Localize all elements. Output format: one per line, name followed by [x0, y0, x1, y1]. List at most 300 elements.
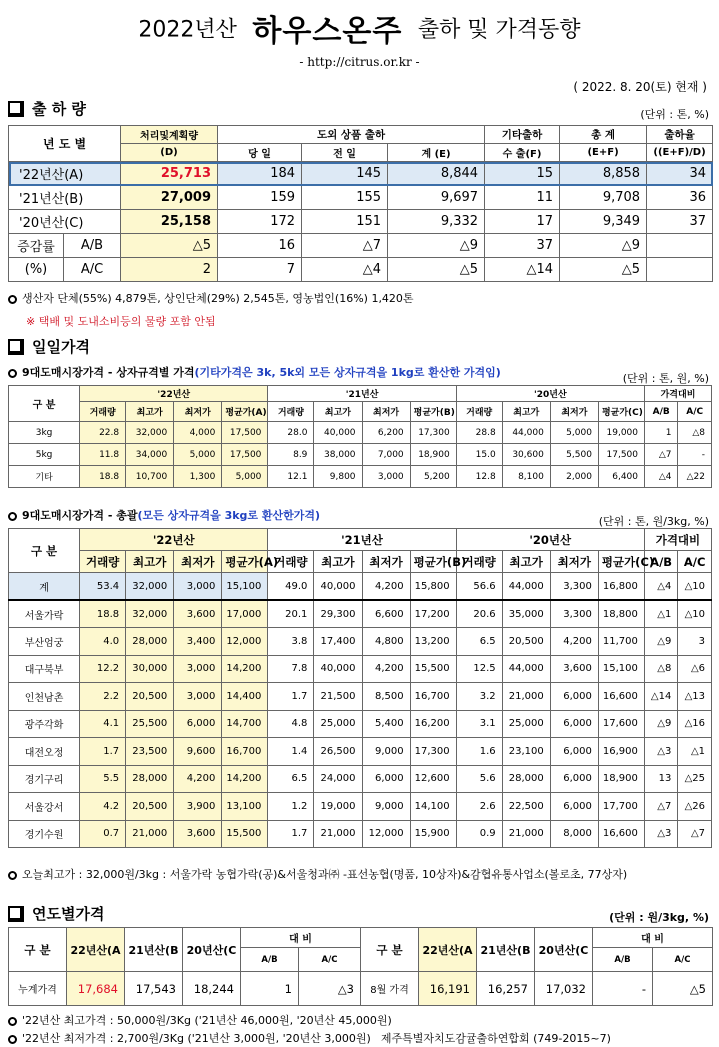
col-min: 최저가 [550, 402, 598, 422]
cell: 6.5 [456, 628, 502, 656]
cell: 12.2 [80, 655, 126, 683]
cell: 5,400 [362, 710, 410, 738]
cell: 3,000 [174, 683, 222, 711]
cell: 40,000 [314, 573, 362, 601]
cell: 4.0 [80, 628, 126, 656]
cell: 7,000 [362, 444, 410, 466]
section-daily-heading [8, 336, 90, 357]
cell: 3 [678, 628, 712, 656]
cell: 1.7 [80, 738, 126, 766]
col-year: '22년산 [80, 386, 268, 402]
note-text: '22년산 최고가격 : 50,000원/3Kg ('21년산 46,000원, '20년산 45,000원) [22, 1014, 392, 1027]
cell: 20.6 [456, 600, 502, 628]
col-max: 최고가 [502, 551, 550, 573]
cell: 15 [485, 162, 560, 186]
section-shipment-heading [8, 98, 86, 119]
cell: 9,600 [174, 738, 222, 766]
yearly-price-table [8, 927, 713, 1006]
cell: 3,600 [174, 600, 222, 628]
cell: 17,700 [598, 793, 644, 821]
cell: △7 [302, 234, 388, 258]
shipment-note-2: ※ 택배 및 도내소비등의 물량 포함 안됨 [26, 315, 216, 328]
cell: △9 [644, 628, 677, 656]
cell: 4,200 [174, 765, 222, 793]
col-volume: 거래량 [80, 551, 126, 573]
cell: 4,200 [550, 628, 598, 656]
row-label: 대전오정 [9, 738, 80, 766]
col-ac: A/C [678, 551, 712, 573]
col-avg: 평균가(A) [222, 551, 268, 573]
cell: 21,000 [502, 820, 550, 848]
cell: 9,000 [362, 793, 410, 821]
col-min: 최저가 [362, 551, 410, 573]
cell: 17,600 [598, 710, 644, 738]
cell: 44,000 [502, 573, 550, 601]
cell: 3,400 [174, 628, 222, 656]
table-row [9, 573, 712, 601]
cell: △9 [560, 234, 647, 258]
row-label: 대구북부 [9, 655, 80, 683]
cell: 0.7 [80, 820, 126, 848]
cell: 20,500 [502, 628, 550, 656]
table-row [9, 186, 713, 210]
title-main: 하우스온주 [252, 14, 403, 49]
table-row [9, 793, 712, 821]
yearly-note-1 [8, 1012, 392, 1028]
cell: 6,000 [550, 738, 598, 766]
cell: 1.2 [268, 793, 314, 821]
cell: 16,600 [598, 820, 644, 848]
cell: 16,600 [598, 683, 644, 711]
cell: 3,600 [550, 655, 598, 683]
cell: △7 [645, 444, 678, 466]
cell: 28,000 [126, 628, 174, 656]
yearly-unit: (단위 : 원/3kg, %) [609, 911, 709, 924]
col-min: 최저가 [174, 551, 222, 573]
cell: 2.6 [456, 793, 502, 821]
col-compare: 대 비 [593, 928, 713, 948]
cell: 36 [647, 186, 713, 210]
cell: 17 [485, 210, 560, 234]
cell: △1 [644, 600, 677, 628]
cell: 15,100 [222, 573, 268, 601]
col-year: '20년산 [456, 529, 644, 551]
table-row [9, 765, 712, 793]
cell: 16,800 [598, 573, 644, 601]
cell: 7 [218, 258, 302, 282]
cell: 3.2 [456, 683, 502, 711]
table-row [9, 258, 713, 282]
cell: △3 [299, 972, 361, 1006]
col-gubun: 구 분 [9, 386, 80, 422]
cell: △6 [678, 655, 712, 683]
cell: △5 [388, 258, 485, 282]
col-ab: A/B [644, 551, 677, 573]
cell: 18,900 [598, 765, 644, 793]
cell: △16 [678, 710, 712, 738]
row-label: 부산엄궁 [9, 628, 80, 656]
cell: 18,800 [598, 600, 644, 628]
circle-bullet-icon [8, 1035, 17, 1044]
cell: 17,500 [222, 422, 268, 444]
col-year: 20년산(C [183, 928, 241, 972]
cell: 16,191 [419, 972, 477, 1006]
cell: - [593, 972, 653, 1006]
cell: 1,300 [174, 466, 222, 488]
circle-bullet-icon [8, 295, 17, 304]
table-row [9, 820, 712, 848]
section-title: 출 하 량 [32, 100, 86, 118]
col-avg: 평균가(C) [598, 402, 644, 422]
note-text: 오늘최고가 : 32,000원/3kg : 서울가락 농협가락(공)&서울청과㈜ -표선농협(명품, 10상자)&감협유통사업소(볼로초, 77상자) [22, 868, 628, 881]
circle-bullet-icon [8, 871, 17, 880]
cell: 44,000 [502, 422, 550, 444]
cell: 23,100 [502, 738, 550, 766]
cell: 32,000 [126, 422, 174, 444]
cell: △5 [121, 234, 218, 258]
cell: 16 [218, 234, 302, 258]
col-min: 최저가 [362, 402, 410, 422]
cell: 24,000 [314, 765, 362, 793]
cell: 21,500 [314, 683, 362, 711]
row-label: 기타 [9, 466, 80, 488]
row-label: '22년산(A) [9, 162, 121, 186]
cell: △4 [302, 258, 388, 282]
cell: 25,158 [121, 210, 218, 234]
page-title [0, 6, 719, 50]
table-row [9, 972, 713, 1006]
cell: 23,500 [126, 738, 174, 766]
cell: 6,000 [550, 765, 598, 793]
cell: △8 [644, 655, 677, 683]
cell: 15,100 [598, 655, 644, 683]
section-title: 연도별가격 [32, 905, 105, 923]
cell: 17,300 [410, 422, 456, 444]
table-row [9, 710, 712, 738]
cell: 6.5 [268, 765, 314, 793]
cell: 17,684 [67, 972, 125, 1006]
table-row [9, 210, 713, 234]
cell: 20,500 [126, 793, 174, 821]
col-max: 최고가 [126, 551, 174, 573]
cell: 5,200 [410, 466, 456, 488]
cell: 10,700 [126, 466, 174, 488]
cell: 30,000 [126, 655, 174, 683]
col-domestic: 도외 상품 출하 [218, 126, 485, 144]
col-max: 최고가 [314, 551, 362, 573]
col-avg: 평균가(C) [598, 551, 644, 573]
col-ac: A/C [678, 402, 712, 422]
square-bullet-icon [8, 339, 24, 355]
table-row [9, 422, 712, 444]
row-label: 계 [9, 573, 80, 601]
total-subheader-row [9, 551, 712, 573]
col-processed-sub: (D) [121, 144, 218, 162]
row-label: 경기구리 [9, 765, 80, 793]
total-table-title [8, 507, 320, 523]
cell: 21,000 [314, 820, 362, 848]
cell: 18,244 [183, 972, 241, 1006]
cell: 20.1 [268, 600, 314, 628]
cell: 32,000 [126, 600, 174, 628]
cell: 30,600 [502, 444, 550, 466]
cell: △3 [644, 820, 677, 848]
cell: 5,000 [222, 466, 268, 488]
cell: 34 [647, 162, 713, 186]
row-label: 누계가격 [9, 972, 67, 1006]
cell: 20,500 [126, 683, 174, 711]
row-label: 5kg [9, 444, 80, 466]
cell: 18,900 [410, 444, 456, 466]
cell: 12.1 [268, 466, 314, 488]
col-volume: 거래량 [80, 402, 126, 422]
site-url: - http://citrus.or.kr - [299, 55, 420, 69]
cell: 17,000 [222, 600, 268, 628]
col-ab: A/B [645, 402, 678, 422]
col-gubun: 구 분 [361, 928, 419, 972]
cell: 12,000 [222, 628, 268, 656]
cell: 7.8 [268, 655, 314, 683]
col-prevday: 전 일 [302, 144, 388, 162]
cell: 5.6 [456, 765, 502, 793]
cell: 22,500 [502, 793, 550, 821]
cell: 3,000 [362, 466, 410, 488]
cell: 14,200 [222, 765, 268, 793]
cell: 184 [218, 162, 302, 186]
cell: 6,000 [174, 710, 222, 738]
cell: 2,000 [550, 466, 598, 488]
col-year: 년 도 별 [9, 126, 121, 162]
cell: 9,349 [560, 210, 647, 234]
organization: 제주특별자치도감귤출하연합회 (749-2015~7) [380, 1032, 611, 1045]
cell: △14 [644, 683, 677, 711]
cell: 3,300 [550, 600, 598, 628]
row-label: 광주각화 [9, 710, 80, 738]
cell: 2 [121, 258, 218, 282]
cell: 151 [302, 210, 388, 234]
cell: 8,844 [388, 162, 485, 186]
cell: 37 [485, 234, 560, 258]
cell: 28.0 [268, 422, 314, 444]
cell: 16,900 [598, 738, 644, 766]
note-text: '22년산 최저가격 : 2,700원/3Kg ('21년산 3,000원, '20년산 3,000원) [22, 1032, 371, 1045]
col-gubun: 구 분 [9, 529, 80, 573]
cell [647, 234, 713, 258]
col-volume: 거래량 [456, 402, 502, 422]
title-text: 9대도매시장가격 - 총괄 [22, 509, 138, 522]
cell: 15,800 [410, 573, 456, 601]
col-year: '22년산 [80, 529, 268, 551]
table-row [9, 600, 712, 628]
cell: 4.1 [80, 710, 126, 738]
col-ratio: 출하율 [647, 126, 713, 144]
title-note: (모든 상자규격을 3kg로 환산한가격) [137, 509, 321, 522]
cell: 18.8 [80, 466, 126, 488]
cell: △13 [678, 683, 712, 711]
cell: △8 [678, 422, 712, 444]
square-bullet-icon [8, 906, 24, 922]
cell: 17,300 [410, 738, 456, 766]
col-year: '21년산 [268, 386, 456, 402]
cell: 9,000 [362, 738, 410, 766]
cell: 32,000 [126, 573, 174, 601]
cell: 22.8 [80, 422, 126, 444]
col-volume: 거래량 [268, 402, 314, 422]
cell: 3,900 [174, 793, 222, 821]
row-label: A/B [64, 234, 121, 258]
col-year: 21년산(B [125, 928, 183, 972]
cell: 26,500 [314, 738, 362, 766]
col-max: 최고가 [126, 402, 174, 422]
cell: 9,800 [314, 466, 362, 488]
cell: 4,200 [362, 573, 410, 601]
col-ac: A/C [653, 948, 713, 972]
table-row [9, 683, 712, 711]
title-note: (기타가격은 3k, 5k외 모든 상자규격을 1kg로 환산한 가격임) [194, 366, 501, 379]
cell: 9,697 [388, 186, 485, 210]
cell: 9,332 [388, 210, 485, 234]
col-volume: 거래량 [456, 551, 502, 573]
col-year: 21년산(B [477, 928, 535, 972]
cell: 17,500 [222, 444, 268, 466]
cell: △4 [645, 466, 678, 488]
total-price-table [8, 528, 712, 848]
cell: 17,200 [410, 600, 456, 628]
col-total-e: 계 (E) [388, 144, 485, 162]
cell: 18.8 [80, 600, 126, 628]
cell: 40,000 [314, 422, 362, 444]
row-label: 서울가락 [9, 600, 80, 628]
spec-subheader-row [9, 402, 712, 422]
col-compare: 가격대비 [644, 529, 711, 551]
cell: 159 [218, 186, 302, 210]
cell: △7 [644, 793, 677, 821]
col-sum: 총 계 [560, 126, 647, 144]
cell: 35,000 [502, 600, 550, 628]
cell: 6,600 [362, 600, 410, 628]
cell: 14,700 [222, 710, 268, 738]
cell: 8,000 [550, 820, 598, 848]
cell: 49.0 [268, 573, 314, 601]
cell: △10 [678, 573, 712, 601]
cell: △10 [678, 600, 712, 628]
col-avg: 평균가(B) [410, 551, 456, 573]
cell: 15,900 [410, 820, 456, 848]
row-label: A/C [64, 258, 121, 282]
col-ab: A/B [241, 948, 299, 972]
row-label: 8월 가격 [361, 972, 419, 1006]
cell: 37 [647, 210, 713, 234]
cell: △25 [678, 765, 712, 793]
cell: 6,000 [550, 793, 598, 821]
cell: 3.8 [268, 628, 314, 656]
table-row [9, 655, 712, 683]
cell: 3,300 [550, 573, 598, 601]
cell: △5 [653, 972, 713, 1006]
yearly-note-2 [8, 1030, 611, 1046]
cell: △4 [644, 573, 677, 601]
row-label: 증감률 [9, 234, 64, 258]
cell: 34,000 [126, 444, 174, 466]
cell: 44,000 [502, 655, 550, 683]
cell: 5,000 [550, 422, 598, 444]
col-year: 22년산(A [67, 928, 125, 972]
col-max: 최고가 [502, 402, 550, 422]
as-of-date: ( 2022. 8. 20(토) 현재 ) [573, 80, 707, 94]
cell: 5,000 [174, 444, 222, 466]
table-row [9, 628, 712, 656]
row-label: 경기수원 [9, 820, 80, 848]
shipment-unit: (단위 : 톤, %) [640, 108, 709, 121]
cell: 1 [241, 972, 299, 1006]
spec-unit: (단위 : 톤, 원, %) [622, 372, 709, 385]
cell: 145 [302, 162, 388, 186]
cell: 172 [218, 210, 302, 234]
cell: 25,000 [314, 710, 362, 738]
cell: 17,400 [314, 628, 362, 656]
cell: 4,200 [362, 655, 410, 683]
cell: 12,000 [362, 820, 410, 848]
cell: △7 [678, 820, 712, 848]
cell: 1.6 [456, 738, 502, 766]
cell: 15.0 [456, 444, 502, 466]
cell: 17,543 [125, 972, 183, 1006]
cell: 12.5 [456, 655, 502, 683]
cell: 3.1 [456, 710, 502, 738]
cell: 6,000 [362, 765, 410, 793]
circle-bullet-icon [8, 512, 17, 521]
cell: 6,200 [362, 422, 410, 444]
shipment-note [8, 290, 414, 306]
section-title: 일일가격 [32, 338, 90, 356]
cell: 4.2 [80, 793, 126, 821]
cell: 9,708 [560, 186, 647, 210]
cell: △9 [388, 234, 485, 258]
col-year: 22년산(A [419, 928, 477, 972]
cell: 11 [485, 186, 560, 210]
cell: 14,100 [410, 793, 456, 821]
cell: 12,600 [410, 765, 456, 793]
cell: 5.5 [80, 765, 126, 793]
square-bullet-icon [8, 101, 24, 117]
cell: 5,500 [550, 444, 598, 466]
circle-bullet-icon [8, 1017, 17, 1026]
note-text: 생산자 단체(55%) 4,879톤, 상인단체(29%) 2,545톤, 영농법인(16%) 1,420톤 [22, 292, 414, 305]
row-label: 서울강서 [9, 793, 80, 821]
cell: 21,000 [126, 820, 174, 848]
cell: - [678, 444, 712, 466]
cell: 17,500 [598, 444, 644, 466]
col-sum-sub: (E+F) [560, 144, 647, 162]
cell: 6,000 [550, 683, 598, 711]
cell: 3,000 [174, 573, 222, 601]
col-ac: A/C [299, 948, 361, 972]
cell: 1.7 [268, 820, 314, 848]
cell: △5 [560, 258, 647, 282]
cell: 4,000 [174, 422, 222, 444]
col-other-sub: 수 출(F) [485, 144, 560, 162]
cell: 8,500 [362, 683, 410, 711]
cell: 11.8 [80, 444, 126, 466]
col-max: 최고가 [314, 402, 362, 422]
cell: 28,000 [126, 765, 174, 793]
cell: 1.7 [268, 683, 314, 711]
table-row [9, 234, 713, 258]
col-today: 당 일 [218, 144, 302, 162]
col-ab: A/B [593, 948, 653, 972]
cell: 4,800 [362, 628, 410, 656]
cell: △14 [485, 258, 560, 282]
